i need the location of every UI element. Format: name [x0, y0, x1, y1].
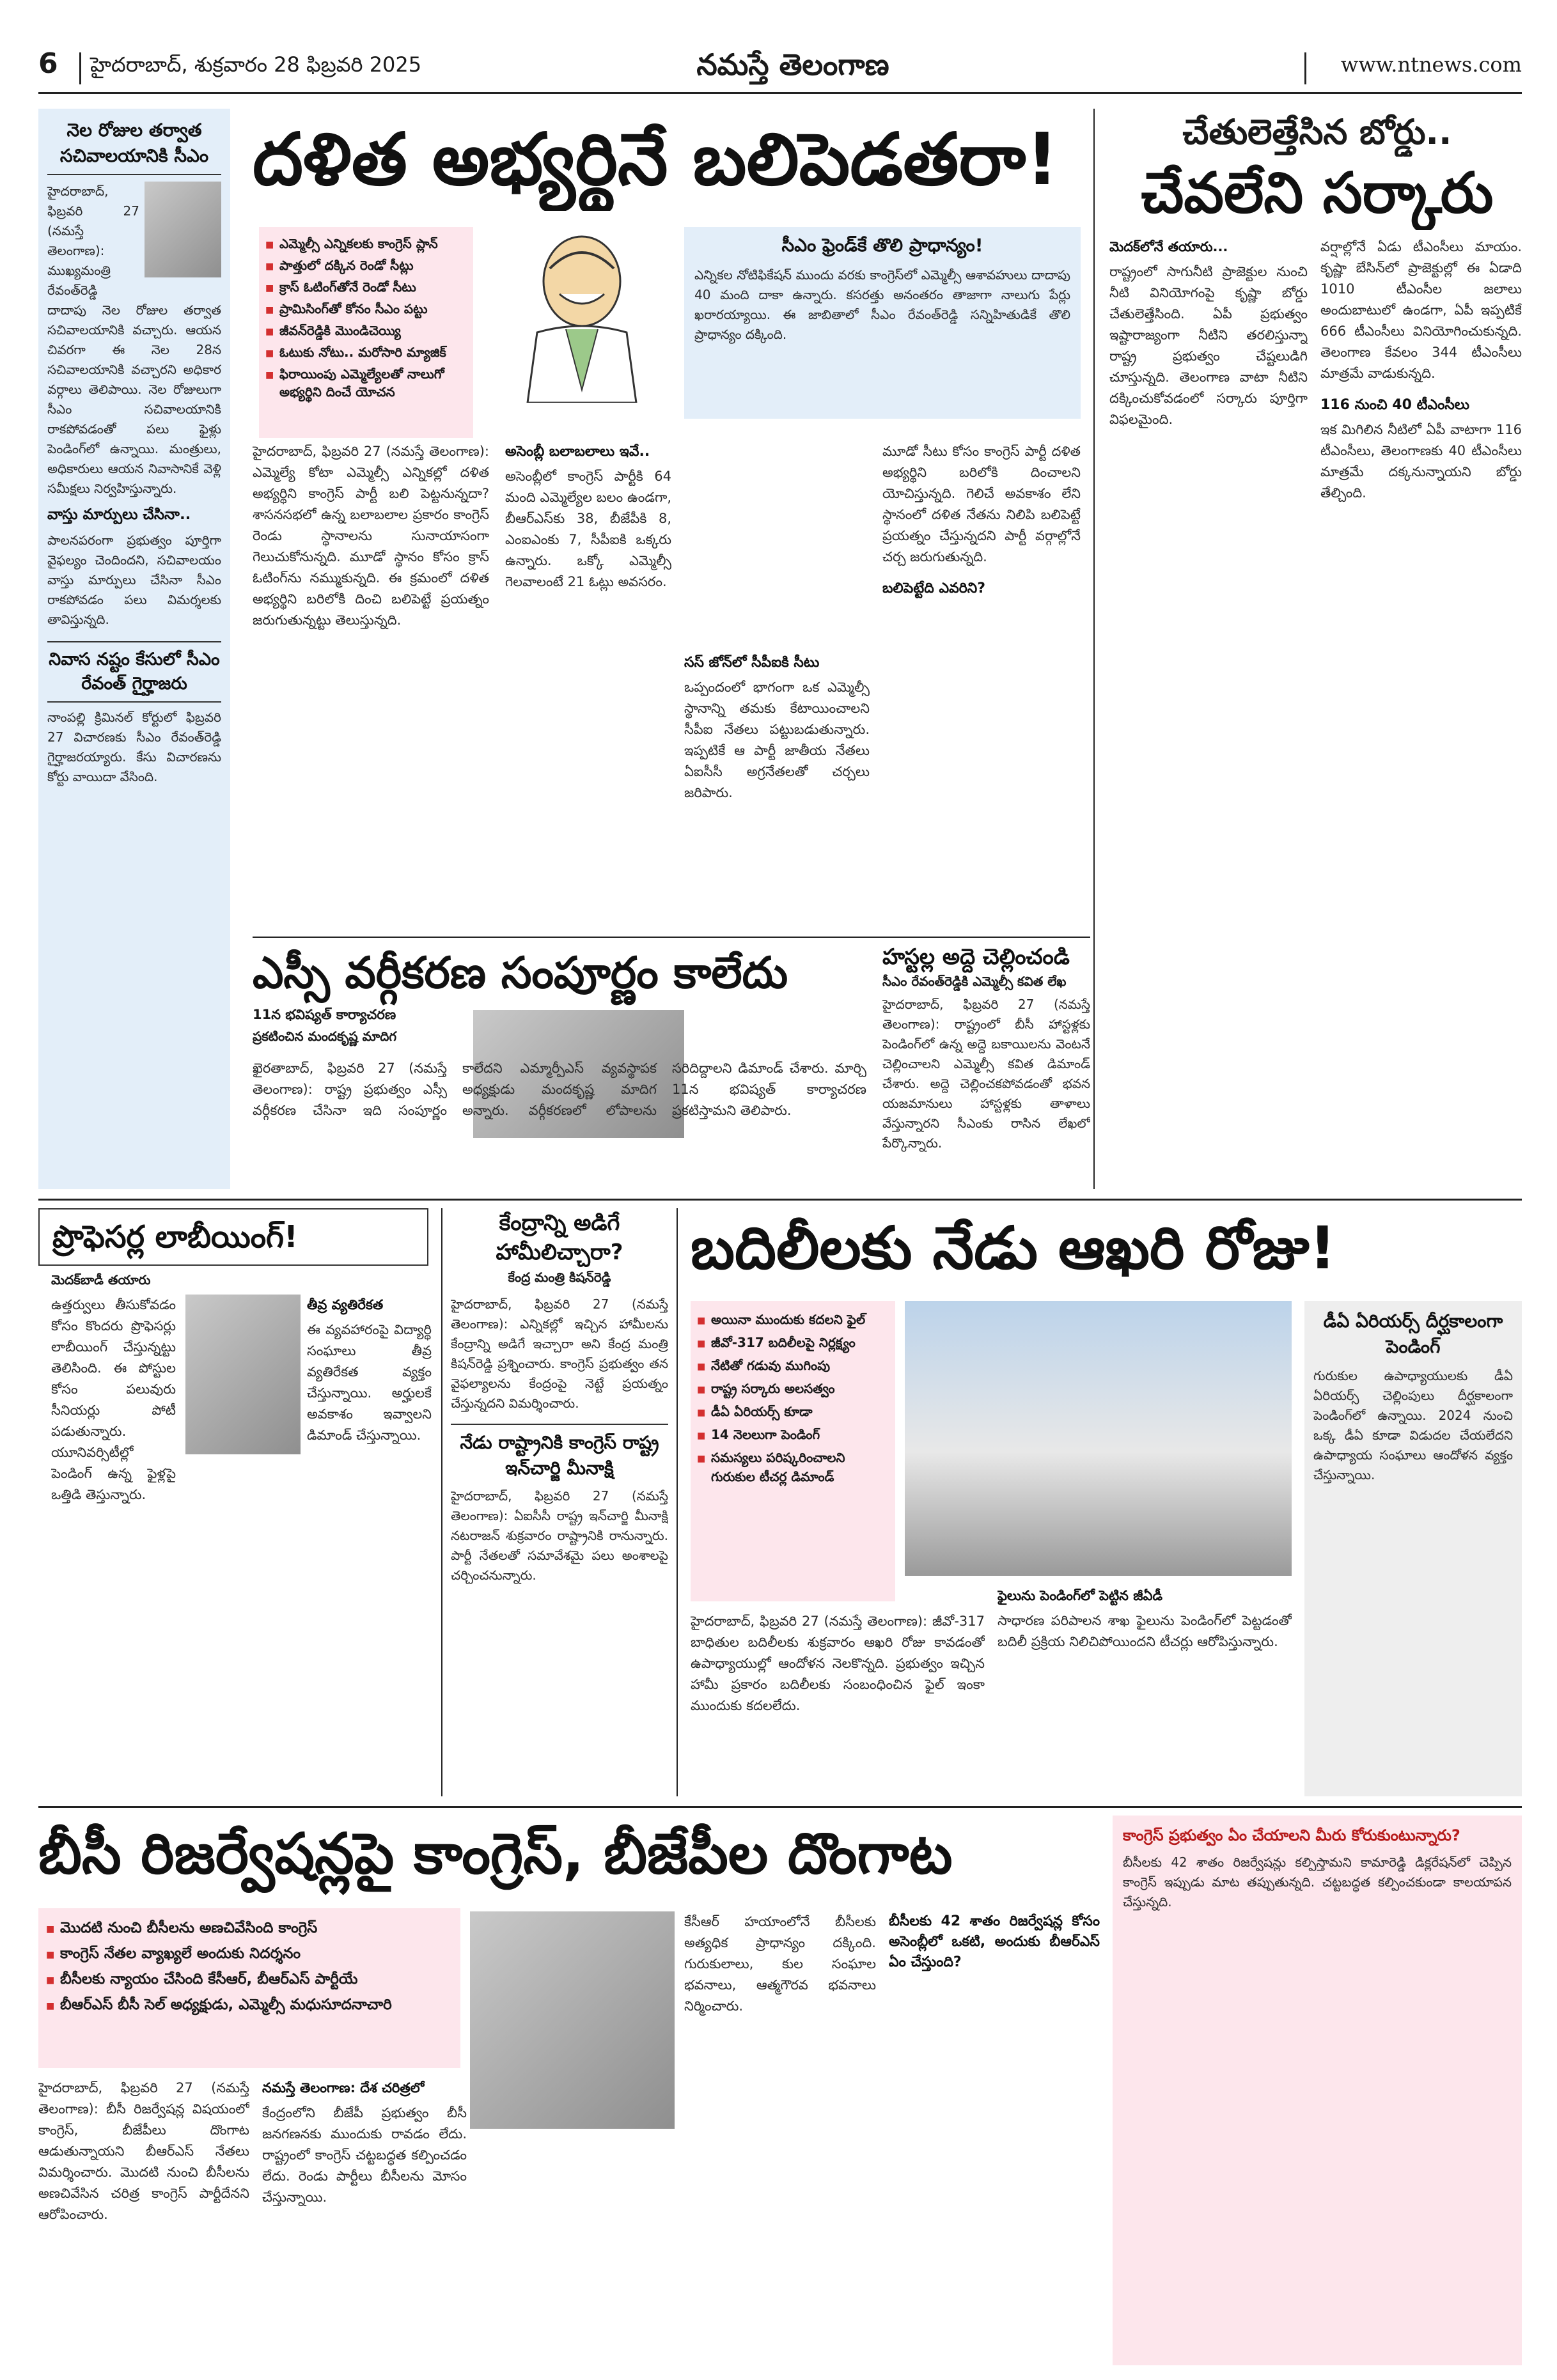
sc-top-rule — [253, 937, 1090, 938]
sc-body: ఖైరతాబాద్‌, ఫిబ్రవరి 27 (నమస్తే తెలంగాణ): రాష్ట్ర ప్రభుత్వం ఎస్సీ వర్గీకరణ చేసినా ఇది సంపూర్ణం కాలేదని ఎమ్మార్పీఎస్‌ వ్యవస్థాపక అధ్యక్షుడు మందకృష్ణ మాదిగ అన్నారు. వర్గీకరణలో లోపాలను సరిదిద్దాలని డిమాండ్‌ చేశారు. మార్చి 11న భవిష్యత్‌ కార్యాచరణ ప్రకటిస్తామని తెలిపారు. — [253, 1061, 866, 1118]
page-number: 6 — [38, 47, 58, 80]
professor-body: ఉత్తర్వులు తీసుకోవడం కోసం కొందరు ప్రొఫెసర్లు లాబీయింగ్‌ చేస్తున్నట్టు తెలిసింది. ఈ పోస్టుల కోసం పలువురు సీనియర్లు పోటీ పడుతున్నారు. యూనివర్సిటీల్లో పెండింగ్‌ ఉన్న ఫైళ్లపై ఒత్తిడి తెస్తున్నారు. — [51, 1297, 176, 1502]
left-body-2: పాలనపరంగా ప్రభుత్వం పూర్తిగా వైఫల్యం చెందిందని, సచివాలయం వాస్తు మార్పులు చేసినా సీఎం రాకపోవడం పలు విమర్శలకు తావిస్తున్నది. — [47, 533, 221, 627]
lead-bullet: ■ ఓటుకు నోటు.. మరోసారి మ్యాజిక్‌ — [265, 343, 467, 361]
transfer-bullet: ■ జీవో-317 బదిలీలపై నిర్లక్ష్యం — [697, 1333, 889, 1352]
professor-subhead: తీవ్ర వ్యతిరేకత — [307, 1297, 384, 1312]
bc-col-1 — [38, 2078, 249, 2365]
lead-body-b: అసెంబ్లీలో కాంగ్రెస్‌ పార్టీకి 64 మంది ఎమ్మెల్యేల బలం ఉండగా, బీఆర్‌ఎస్‌కు 38, బీజేపీకి 8, ఎంఐఎంకు 7, సీపీఐకి ఒక్కరు ఉన్నారు. ఒక్కో ఎమ్మెల్సీ గెలవాలంటే 21 ఓట్లు అవసరం. — [505, 469, 671, 589]
bc-side-box — [1113, 1816, 1522, 2365]
lead-box-body: ఎన్నికల నోటిఫికేషన్‌ ముందు వరకు కాంగ్రెస్‌లో ఎమ్మెల్సీ ఆశావహులు దాదాపు 40 మంది దాకా ఉన్నారు. కసరత్తు అనంతరం తాజాగా నాలుగు పేర్లు ఖరారయ్యాయి. ఈ జాబితాలో సీఎం రేవంత్‌రెడ్డి సన్నిహితుడికే తొలి ప్రాధాన్యం దక్కింది. — [694, 267, 1070, 342]
transfer-side-body: గురుకుల ఉపాధ్యాయులకు డీఏ ఏరియర్స్‌ చెల్లింపులు దీర్ఘకాలంగా పెండింగ్‌లో ఉన్నాయి. 2024 నుంచి ఒక్క డీఏ కూడా విడుదల చేయలేదని ఉపాధ్యాయ సంఘాలు ఆందోళన వ్యక్తం చేస్తున్నాయి. — [1313, 1368, 1513, 1482]
dateline: హైదరాబాద్‌, శుక్రవారం 28 ఫిబ్రవరి 2025 — [79, 52, 527, 84]
transfer-body-2: సాధారణ పరిపాలన శాఖ ఫైలును పెండింగ్‌లో పెట్టడంతో బదిలీ ప్రక్రియ నిలిచిపోయిందని టీచర్లు ఆరోపిస్తున్నారు. — [998, 1613, 1292, 1649]
lead-bullet: ■ ఫిరాయింపు ఎమ్మెల్యేలతో నాలుగో అభ్యర్థిని దించే యోచన — [265, 365, 467, 401]
cartoon-icon — [499, 224, 665, 403]
center-body-2: హైదరాబాద్‌, ఫిబ్రవరి 27 (నమస్తే తెలంగాణ): ఏఐసీసీ రాష్ట్ర ఇన్‌చార్జి మీనాక్షి నటరాజన్‌ శుక్రవారం రాష్ట్రానికి రానున్నారు. పార్టీ నేతలతో సమావేశమై పలు అంశాలపై చర్చించనున్నారు. — [451, 1488, 668, 1583]
right-byline: మెదక్‌లోనే తయారు... — [1109, 239, 1228, 254]
right-body: రాష్ట్రంలో సాగునీటి ప్రాజెక్టుల నుంచి నీటి వినియోగంపై కృష్ణా బోర్డు చేతులెత్తేసింది. ఏపీ ప్రభుత్వం ఇష్టారాజ్యంగా నీటిని తరలిస్తున్నా రాష్ట్ర ప్రభుత్వం చేష్టలుడిగి చూస్తున్నది. తెలంగాణ వాటా నీటిని దక్కించుకోవడంలో సర్కారు పూర్తిగా విఫలమైంది. — [1109, 264, 1308, 427]
hostel-story — [882, 943, 1090, 1192]
professor-headline-box — [38, 1208, 428, 1266]
secretariat-photo — [905, 1301, 1292, 1576]
lead-body: హైదరాబాద్‌, ఫిబ్రవరి 27 (నమస్తే తెలంగాణ): ఎమ్మెల్యే కోటా ఎమ్మెల్సీ ఎన్నికల్లో దళిత అభ్యర్థిని కాంగ్రెస్‌ పార్టీ బలి పెట్టనున్నదా? శాసనసభలో ఉన్న బలాబలాల ప్రకారం కాంగ్రెస్‌ రెండు స్థానాలను సునాయాసంగా గెలుచుకోనున్నది. మూడో స్థానం కోసం క్రాస్‌ ఓటింగ్‌ను నమ్ముకున్నది. ఈ క్రమంలో దళిత అభ్యర్థిని బరిలోకి దించి బలిపెట్టే ప్రయత్నం జరుగుతున్నట్టు తెలుస్తున్నది. — [253, 444, 489, 628]
lead-subhead-3: బలిపెట్టేది ఎవరిని? — [882, 580, 985, 596]
website[interactable]: www.ntnews.com — [1304, 52, 1522, 84]
sc-byline: ప్రకటించిన మందకృష్ణ మాదిగ — [253, 1029, 397, 1044]
professor-col-2 — [307, 1295, 432, 1793]
bc-subhead-2: బీసీలకు 42 శాతం రిజర్వేషన్ల కోసం అసెంబ్లీలో ఒకటి, అందుకు బీఆర్‌ఎస్‌ ఏం చేస్తుంది? — [889, 1913, 1100, 1970]
sc-bullet-box — [253, 1007, 457, 1052]
lead-bullet: ■ పాత్తులో దక్కిన రెండో సీట్లు — [265, 256, 467, 274]
bc-body-3: కేంద్రంలోని బీజేపీ ప్రభుత్వం బీసీ జనగణనకు ముందుకు రావడం లేదు. రాష్ట్రంలో కాంగ్రెస్‌ చట్టబద్ధత కల్పించడం లేదు. రెండు పార్టీలు బీసీలను మోసం చేస్తున్నాయి. — [262, 2105, 467, 2205]
bc-bullet: ■ కాంగ్రెస్‌ నేతల వ్యాఖ్యలే అందుకు నిదర్శనం — [46, 1943, 453, 1964]
transfer-headline: బదిలీలకు నేడు ఆఖరి రోజు! — [691, 1214, 1336, 1282]
lead-headline: దళిత అభ్యర్థినే బలిపెడతరా! — [253, 118, 1059, 201]
center-headline: కేంద్రాన్ని అడిగే హామీలిచ్చారా? — [496, 1210, 623, 1265]
transfer-col-2 — [998, 1585, 1292, 1796]
center-body: హైదరాబాద్‌, ఫిబ్రవరి 27 (నమస్తే తెలంగాణ): ఎన్నికల్లో ఇచ్చిన హామీలను కేంద్రాన్ని అడిగే ఇచ్చారా అని కేంద్ర మంత్రి కిషన్‌రెడ్డి ప్రశ్నించారు. కాంగ్రెస్‌ ప్రభుత్వం తన వైఫల్యాలను కేంద్రంపై నెట్టే ప్రయత్నం చేస్తున్నదని విమర్శించారు. — [451, 1296, 668, 1411]
center-byline: కేంద్ర మంత్రి కిషన్‌రెడ్డి — [508, 1270, 611, 1285]
transfer-bullet: ■ అయినా ముందుకు కదలని ఫైల్‌ — [697, 1310, 889, 1329]
hostel-body: హైదరాబాద్‌, ఫిబ్రవరి 27 (నమస్తే తెలంగాణ): రాష్ట్రంలో బీసీ హాస్టళ్లకు పెండింగ్‌లో ఉన్న అద్దె బకాయిలను వెంటనే చెల్లించాలని ఎమ్మెల్సీ కవిత డిమాండ్‌ చేశారు. అద్దె చెల్లించకపోవడంతో భవన యజమానులు హాస్టళ్లకు తాళాలు వేస్తున్నారని సీఎంకు రాసిన లేఖలో పేర్కొన్నారు. — [882, 997, 1090, 1151]
hostel-headline: హస్టల్ల అద్దె చెల్లించండి — [882, 944, 1070, 970]
left-body: హైదరాబాద్‌, ఫిబ్రవరి 27 (నమస్తే తెలంగాణ): ముఖ్యమంత్రి రేవంత్‌రెడ్డి దాదాపు నెల రోజుల తర్వాత సచివాలయానికి వచ్చారు. ఆయన చివరగా ఈ నెల 28న సచివాలయానికి వచ్చారని అధికార వర్గాలు తెలిపాయి. నెల రోజులుగా సీఎం సచివాలయానికి రాకపోవడంతో పలు ఫైళ్లు పెండింగ్‌లో ఉన్నాయి. మంత్రులు, అధికారులు ఆయన నివాసానికే వెళ్లి సమీక్షలు నిర్వహిస్తున్నారు. — [47, 183, 221, 496]
university-photo — [185, 1295, 301, 1454]
rule-center — [677, 1208, 678, 1796]
bc-col-4 — [889, 1911, 1100, 2365]
transfer-side-title: డీఏ ఏరియర్స్‌ దీర్ఘకాలంగా పెండింగ్‌ — [1323, 1311, 1503, 1357]
right-subhead-1: 116 నుంచి 40 టీఎంసీలు — [1320, 397, 1470, 413]
transfer-body: హైదరాబాద్‌, ఫిబ్రవరి 27 (నమస్తే తెలంగాణ): జీవో-317 బాధితుల బదిలీలకు శుక్రవారం ఆఖరి రోజు కావడంతో ఉపాధ్యాయుల్లో ఆందోళన నెలకొన్నది. ప్రభుత్వం ఇచ్చిన హామీ ప్రకారం బదిలీలకు సంబంధించిన ఫైల్‌ ఇంకా ముందుకు కదలలేదు. — [691, 1614, 985, 1713]
lead-bullet: ■ ప్రామిసింగ్‌తో కోనం సీఎం పట్టు — [265, 300, 467, 318]
sc-headline: ఎస్సీ వర్గీకరణ సంపూర్ణం కాలేదు — [253, 948, 788, 999]
lead-subhead-2: సస్‌ జోన్‌లో సీపీఐకి సీటు — [684, 655, 820, 671]
lead-bullet: ■ జీవన్‌రెడ్డికి మొండిచెయ్యి — [265, 322, 467, 339]
rule-professor — [441, 1208, 442, 1796]
bc-body: హైదరాబాద్‌, ఫిబ్రవరి 27 (నమస్తే తెలంగాణ): బీసీ రిజర్వేషన్ల విషయంలో కాంగ్రెస్‌, బీజేపీలు దొంగాట ఆడుతున్నాయని బీఆర్‌ఎస్‌ నేతలు విమర్శించారు. మొదటి నుంచి బీసీలను అణచివేసిన చరిత్ర కాంగ్రెస్‌ పార్టీదేనని ఆరోపించారు. — [38, 2080, 249, 2222]
bottom-rule — [38, 1806, 1522, 1808]
transfer-bullet: ■ డీఏ ఏరియర్స్‌ కూడా — [697, 1402, 889, 1421]
transfer-bullet: ■ నేటితో గడువు ముగింపు — [697, 1356, 889, 1375]
professor-byline: మెదక్‌బాడీ తయారు — [51, 1272, 151, 1287]
bc-bullet: ■ బీసీలకు న్యాయం చేసింది కేసీఆర్‌, బీఆర్‌ఎస్‌ పార్టీయే — [46, 1968, 453, 1990]
left-subhead-1: వాస్తు మార్పులు చేసినా.. — [47, 506, 191, 523]
sc-body-col — [253, 1058, 866, 1192]
bc-subhead-1: నమస్తే తెలంగాణ: దేశ చరిత్రలో — [262, 2080, 425, 2096]
bc-box-title: కాంగ్రెస్‌ ప్రభుత్వం ఏం చేయాలని మీరు కోరుకుంటున్నారు? — [1123, 1826, 1460, 1844]
transfer-bullet: ■ సమస్యలు పరిష్కరించాలని గురుకుల టీచర్ల డిమాండ్‌ — [697, 1448, 889, 1486]
right-kicker: చేతులెత్తేసిన బోర్డు.. — [1182, 112, 1452, 152]
cm-photo — [145, 182, 221, 277]
bc-box-body: బీసీలకు 42 శాతం రిజర్వేషన్లు కల్పిస్తామని కామారెడ్డి డిక్లరేషన్‌లో చెప్పిన కాంగ్రెస్‌ ఇప్పుడు మాట తప్పుతున్నది. చట్టబద్ధత కల్పించకుండా కాలయాపన చేస్తున్నది. — [1123, 1855, 1512, 1909]
hostel-byline: సీఎం రేవంత్‌రెడ్డికి ఎమ్మెల్సీ కవిత లేఖ — [882, 974, 1067, 989]
transfer-bullet: ■ 14 నెలలుగా పెండింగ్‌ — [697, 1425, 889, 1444]
lead-bullet: ■ క్రాస్‌ ఓటింగ్‌తోనే రెండో సీటు — [265, 278, 467, 296]
transfer-bullets-box — [691, 1301, 895, 1601]
lead-body-col-3 — [684, 441, 870, 940]
left-subhead-2: నివాస నష్టం కేసులో సీఎం రేవంత్‌ గైర్హాజరు — [47, 641, 221, 703]
bc-body-2: కేసీఆర్‌ హయాంలోనే బీసీలకు అత్యధిక ప్రాధాన్యం దక్కింది. గురుకులాలు, కుల సంఘాల భవనాలు, ఆత్మగౌరవ భవనాలు నిర్మించారు. — [684, 1914, 876, 2014]
left-kicker: నెల రోజుల తర్వాత సచివాలయానికి సీఎం — [47, 118, 221, 175]
professor-body-2: ఈ వ్యవహారంపై విద్యార్థి సంఘాలు తీవ్ర వ్యతిరేకత వ్యక్తం చేస్తున్నాయి. అర్హులకే అవకాశం ఇవ్వాలని డిమాండ్‌ చేస్తున్నాయి. — [307, 1322, 432, 1443]
left-body-3: నాంపల్లి క్రిమినల్‌ కోర్టులో ఫిబ్రవరి 27 విచారణకు సీఎం రేవంత్‌రెడ్డి గైర్హాజరయ్యారు. కేసు విచారణను కోర్టు వాయిదా వేసింది. — [47, 710, 221, 784]
transfer-col-1 — [691, 1611, 985, 1796]
bc-leader-photo — [470, 1911, 675, 2129]
middle-rule — [38, 1199, 1522, 1201]
sc-bullet: 11న భవిష్యత్‌ కార్యాచరణ — [253, 1007, 396, 1022]
lead-bullet: ■ ఎమ్మెల్సీ ఎన్నికలకు కాంగ్రెస్‌ ప్లాన్‌ — [265, 235, 467, 253]
transfer-subhead: ఫైలును పెండింగ్‌లో పెట్టిన జీఏడీ — [998, 1588, 1163, 1603]
lead-side-box — [684, 227, 1081, 419]
professor-headline: ప్రొఫెసర్ల లాబీయింగ్‌! — [52, 1219, 298, 1255]
masthead-rule — [38, 92, 1522, 94]
right-headline: చేవలేని సర్కారు — [1141, 160, 1494, 226]
bc-bullets-box — [38, 1908, 460, 2068]
bc-col-2 — [262, 2078, 467, 2365]
professor-col-1 — [51, 1295, 176, 1793]
transfer-side-box — [1304, 1301, 1522, 1796]
lead-box-title: సీఎం ఫ్రెండ్‌కే తొలి ప్రాధాన్యం! — [781, 235, 983, 256]
right-col-1 — [1109, 237, 1308, 1183]
right-body-2: వర్షాల్లోనే ఏడు టీఎంసీలు మాయం. కృష్ణా బేసిన్‌లో ప్రాజెక్టుల్లో ఈ ఏడాది 1010 టీఎంసీల జలాలు అందుబాటులో ఉండగా, ఏపీ ఇప్పటికే 666 టీఎంసీలు వినియోగించుకున్నది. తెలంగాణ కేవలం 344 టీఎంసీలు మాత్రమే వాడుకున్నది. — [1320, 239, 1522, 381]
right-body-3: ఇక మిగిలిన నీటిలో ఏపీ వాటాగా 116 టీఎంసీలు, తెలంగాణకు 40 టీఎంసీలు మాత్రమే దక్కనున్నాయని బోర్డు తేల్చింది. — [1320, 422, 1522, 501]
lead-body-col-4 — [882, 441, 1081, 940]
lead-subhead-1: అసెంబ్లీ బలాబలాలు ఇవే.. — [505, 444, 650, 460]
bc-headline: బీసీ రిజర్వేషన్లపై కాంగ్రెస్‌, బీజేపీల దొంగాట — [38, 1821, 953, 1886]
bc-bullet: ■ మొదటి నుంచి బీసీలను అణచివేసింది కాంగ్రెస్‌ — [46, 1917, 453, 1939]
bc-col-3 — [684, 1911, 876, 2365]
paper-name: నమస్తే తెలంగాణ — [696, 47, 889, 82]
column-rule — [1093, 109, 1095, 1189]
center-story — [451, 1208, 668, 1796]
transfer-bullet: ■ రాష్ట్ర సర్కారు అలసత్వం — [697, 1379, 889, 1398]
masthead — [38, 45, 1522, 91]
left-column-box — [38, 109, 230, 1189]
lead-body-c: ఒప్పందంలో భాగంగా ఒక ఎమ్మెల్సీ స్థానాన్ని తమకు కేటాయించాలని సీపీఐ నేతలు పట్టుబడుతున్నారు. ఇప్పటికే ఆ పార్టీ జాతీయ నేతలు ఏఐసీసీ అగ్రనేతలతో చర్చలు జరిపారు. — [684, 680, 870, 800]
center-subhead: నేడు రాష్ట్రానికి కాంగ్రెస్‌ రాష్ట్ర ఇన్‌చార్జి మీనాక్షి — [451, 1424, 668, 1481]
lead-bullets-box — [259, 227, 473, 438]
bc-bullet: ■ బీఆర్‌ఎస్‌ బీసీ సెల్‌ అధ్యక్షుడు, ఎమ్మెల్సీ మధుసూదనాచారి — [46, 1994, 453, 2016]
cartoon-illustration — [499, 224, 665, 403]
lead-body-d: మూడో సీటు కోసం కాంగ్రెస్‌ పార్టీ దళిత అభ్యర్థిని బరిలోకి దించాలని యోచిస్తున్నది. గెలిచే అవకాశం లేని స్థానంలో దళిత నేతను నిలిపి బలిపెట్టే ప్రయత్నం చేస్తున్నదని పార్టీ వర్గాల్లోనే చర్చ జరుగుతున్నది. — [882, 444, 1081, 564]
right-col-2 — [1320, 237, 1522, 1183]
